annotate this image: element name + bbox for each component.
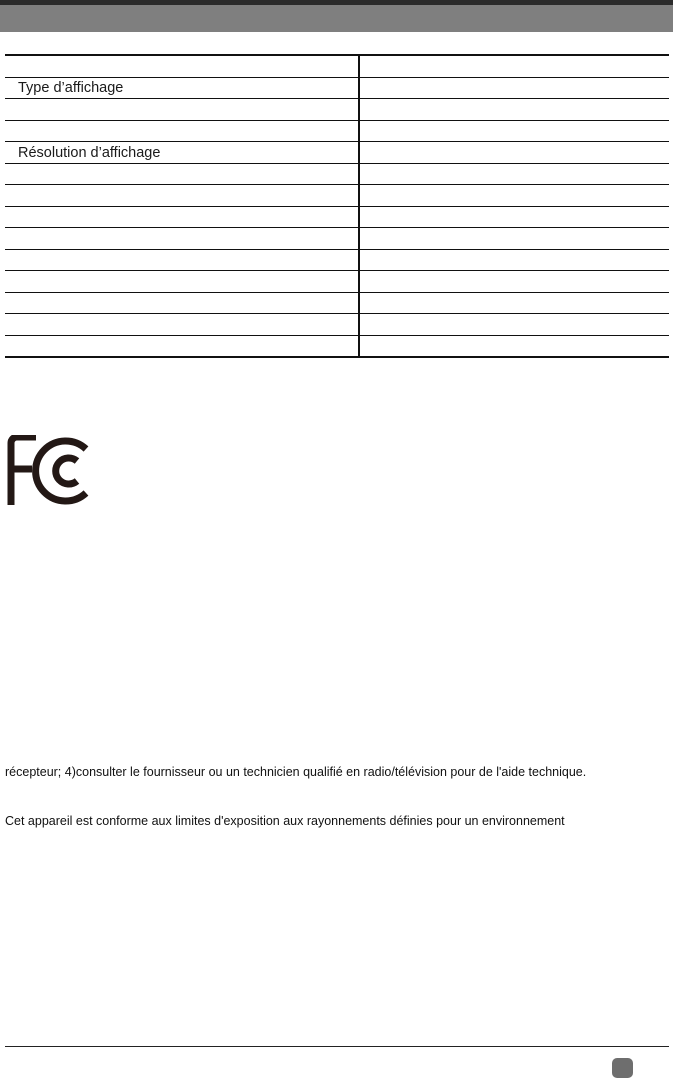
row-label	[5, 335, 359, 357]
row-label	[5, 249, 359, 271]
page-number-badge	[612, 1058, 633, 1078]
row-value	[359, 292, 669, 314]
row-value	[359, 185, 669, 207]
row-value	[359, 77, 669, 99]
row-value	[359, 249, 669, 271]
table-row	[5, 77, 669, 99]
fcc-logo-icon	[6, 435, 90, 507]
row-value	[359, 163, 669, 185]
footer-rule	[5, 1046, 669, 1047]
row-label	[5, 292, 359, 314]
receiver-advice-text: récepteur; 4)consulter le fournisseur ou un technicien qualifié en radio/télévision pour de l'aide technique.	[5, 765, 587, 779]
row-label: Résolution d’affichage	[5, 142, 359, 164]
row-label	[5, 271, 359, 293]
exposure-limits-text: Cet appareil est conforme aux limites d'exposition aux rayonnements définies pour un environnement	[5, 814, 565, 828]
row-label	[5, 228, 359, 250]
table-row	[5, 292, 669, 314]
row-label	[5, 185, 359, 207]
header-bar	[0, 0, 673, 32]
row-value	[359, 228, 669, 250]
table-row	[5, 271, 669, 293]
table-row	[5, 206, 669, 228]
table-row	[5, 335, 669, 357]
table-row	[5, 142, 669, 164]
table-row	[5, 120, 669, 142]
row-label	[5, 314, 359, 336]
table-row	[5, 314, 669, 336]
spec-table	[5, 54, 669, 358]
row-value	[359, 335, 669, 357]
row-label: Type d’affichage	[5, 77, 359, 99]
table-row	[5, 249, 669, 271]
row-label	[5, 55, 359, 77]
row-value	[359, 314, 669, 336]
table-row	[5, 163, 669, 185]
table-row	[5, 228, 669, 250]
row-label	[5, 120, 359, 142]
row-value	[359, 142, 669, 164]
row-label	[5, 206, 359, 228]
row-label	[5, 99, 359, 121]
table-row	[5, 185, 669, 207]
row-value	[359, 206, 669, 228]
row-label	[5, 163, 359, 185]
row-value	[359, 99, 669, 121]
row-value	[359, 120, 669, 142]
table-row	[5, 55, 669, 77]
row-value	[359, 55, 669, 77]
row-value	[359, 271, 669, 293]
table-row	[5, 99, 669, 121]
